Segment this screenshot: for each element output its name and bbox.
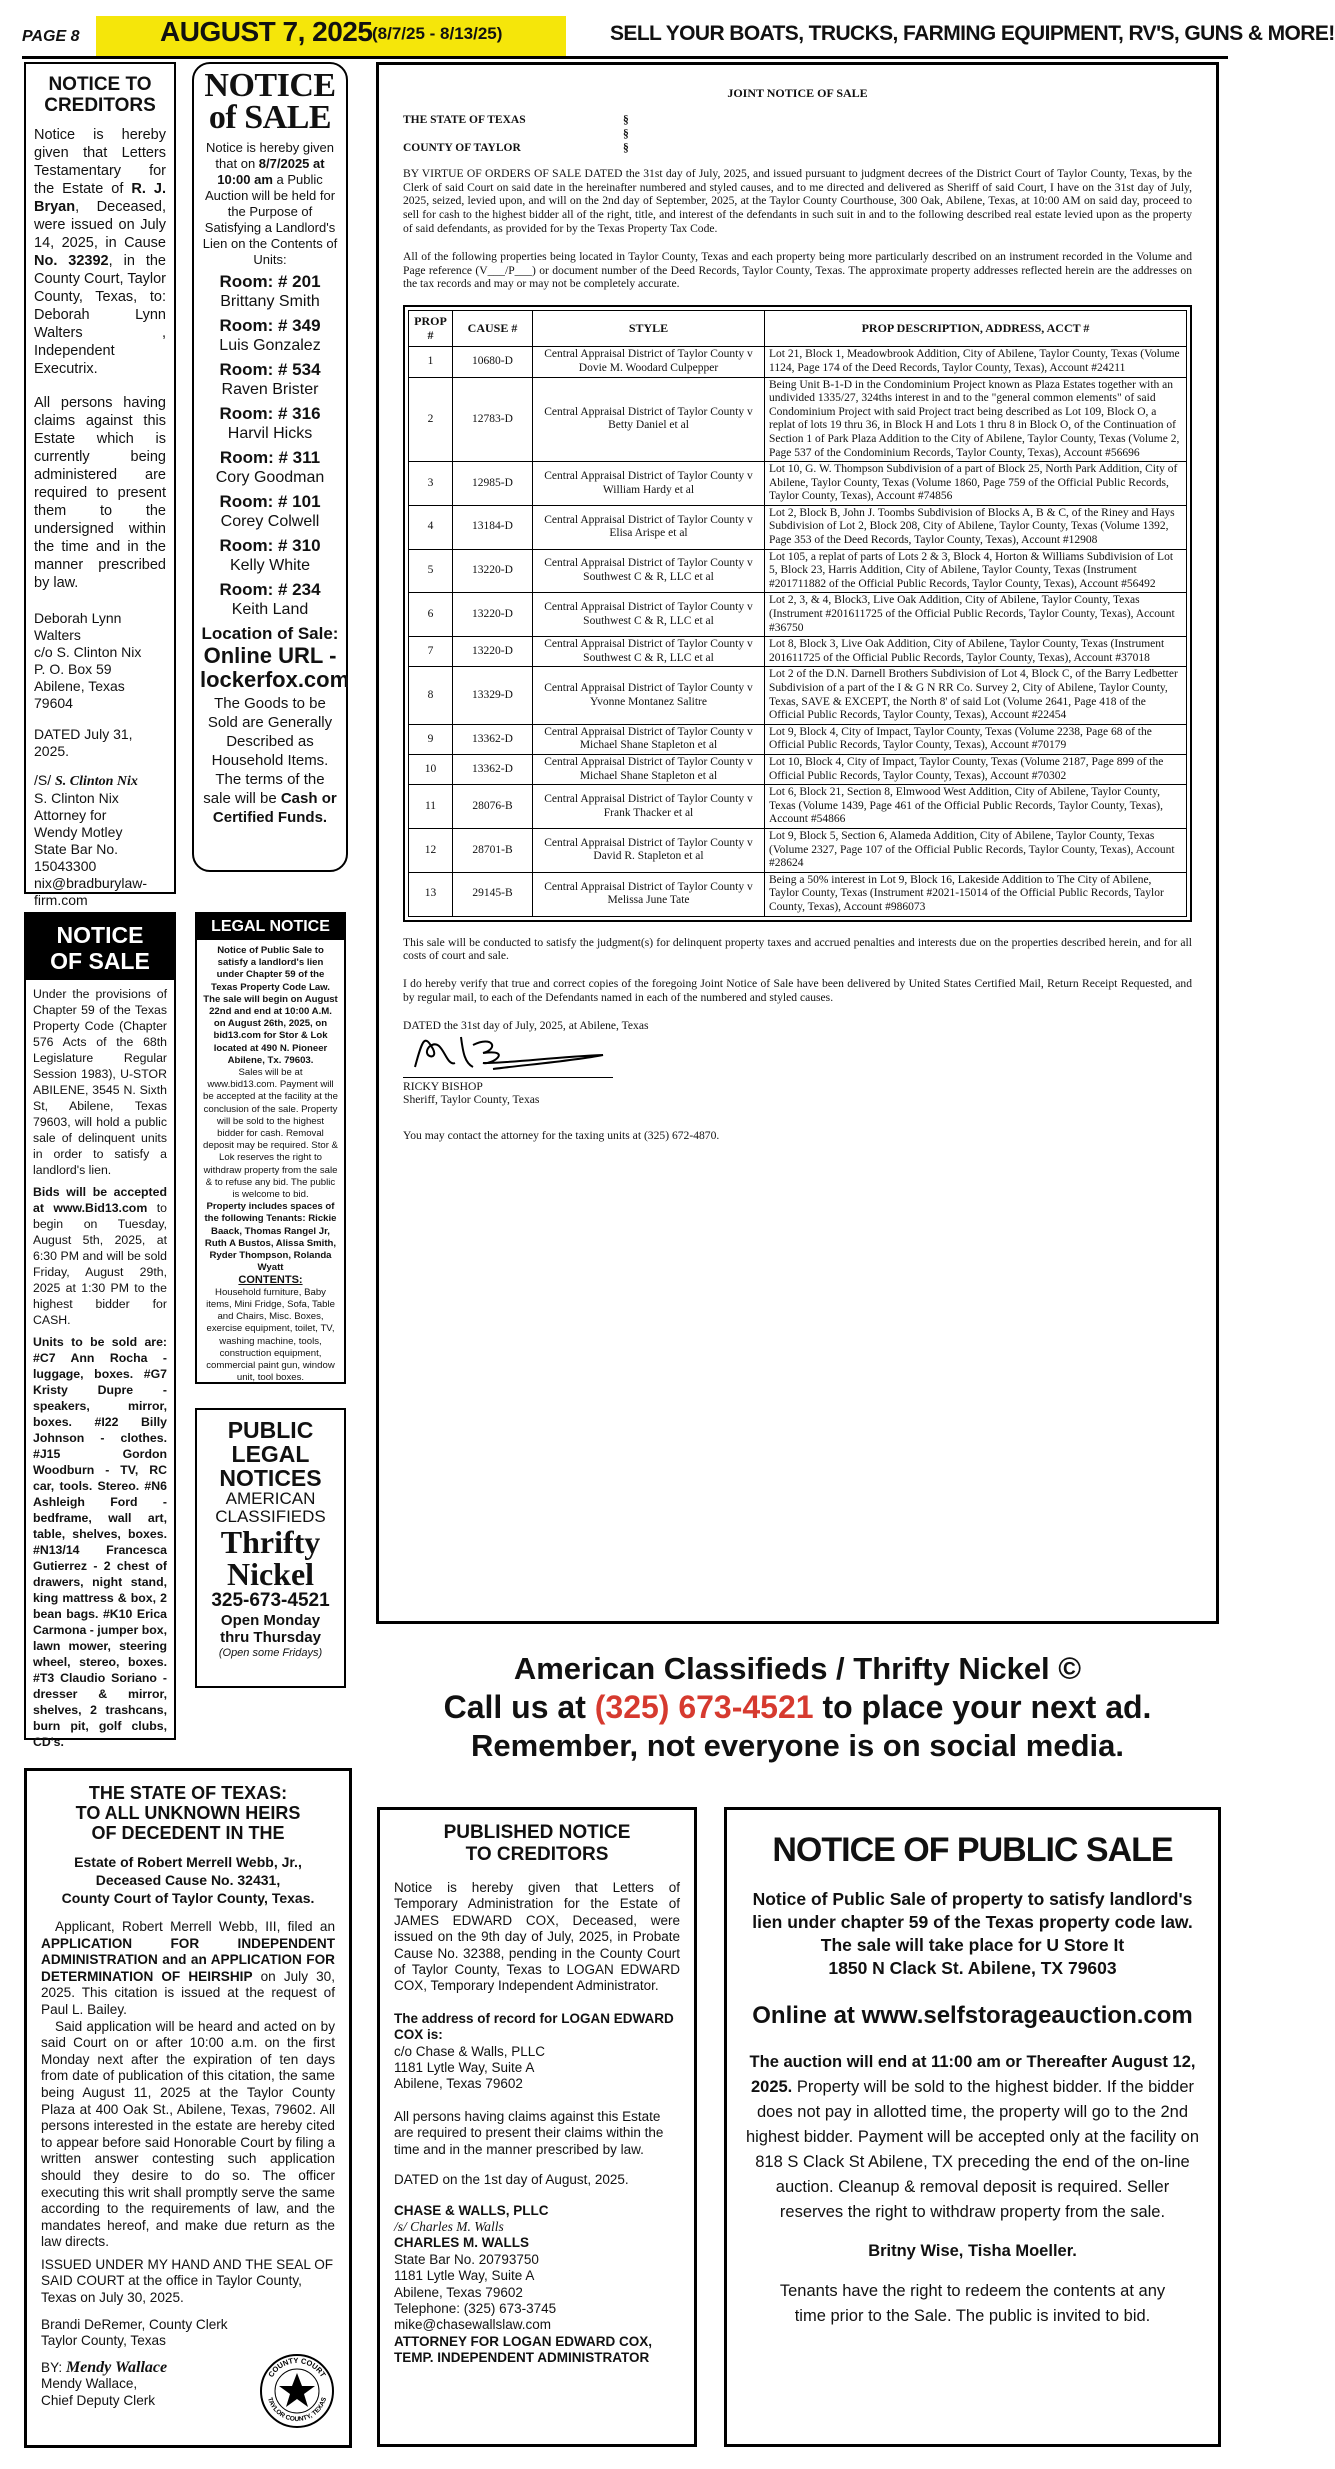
signer-line: Attorney for bbox=[34, 807, 107, 823]
heirs-title bbox=[41, 1783, 335, 1843]
column-header: STYLE bbox=[533, 311, 765, 347]
prop-number: 7 bbox=[409, 637, 453, 667]
prop-number: 1 bbox=[409, 347, 453, 377]
property-table bbox=[408, 310, 1187, 916]
prop-number: 11 bbox=[409, 785, 453, 829]
creditors-text: , Deceased, were issued on July 14, 2025, in Cause bbox=[34, 199, 166, 251]
case-style: Central Appraisal District of Taylor County v Michael Shane Stapleton et al bbox=[533, 754, 765, 784]
ad-logo-line: Nickel bbox=[226, 1556, 315, 1592]
cause-number: 12783-D bbox=[453, 377, 533, 462]
heirs-title-line: THE STATE OF TEXAS: bbox=[88, 1783, 288, 1803]
heirs-title-line: TO ALL UNKNOWN HEIRS bbox=[75, 1803, 301, 1823]
creditors-text: Notice is hereby given that Letters Testamentary for the Estate of bbox=[34, 127, 166, 197]
prop-description: Lot 21, Block 1, Meadowbrook Addition, City of Abilene, Taylor County, Texas (Volume 1124, Page 174 of the Deed Records, Taylor County, Texas), Account #24211 bbox=[765, 347, 1187, 377]
cause-number: 13220-D bbox=[453, 593, 533, 637]
contact-line: 1181 Lytle Way, Suite A bbox=[394, 2268, 535, 2284]
ad-line: NOTICES bbox=[219, 1465, 322, 1491]
address-line: Walters bbox=[34, 627, 81, 643]
lockerfox-url bbox=[200, 643, 350, 692]
published-attorney: CHARLES M. WALLS bbox=[394, 2235, 529, 2251]
legal-contents: Household furniture, Baby items, Mini Fridge, Sofa, Table and Chairs, Misc. Boxes, exercise equipment, toilet, TV, washing machine, tools, construction equipment, commercial paint gun, window unit, tool boxes. bbox=[206, 1286, 335, 1384]
banner-phone: (325) 673-4521 bbox=[594, 1689, 814, 1725]
classifieds-banner bbox=[376, 1650, 1219, 1765]
ustor-title bbox=[26, 914, 174, 980]
signature: S. Clinton Nix bbox=[55, 774, 138, 789]
url-line: lockerfox.com bbox=[200, 667, 350, 692]
ustor-title-line: OF SALE bbox=[50, 948, 150, 974]
room-list bbox=[200, 272, 340, 620]
case-style: Central Appraisal District of Taylor County v Southwest C & R, LLC et al bbox=[533, 593, 765, 637]
heirs-application-type: APPLICATION FOR INDEPENDENT ADMINISTRATION and an APPLICATION FOR DETERMINATION OF HEIRSHIP bbox=[41, 1935, 335, 1984]
seal-top-text: COUNTY COURT bbox=[266, 2355, 328, 2379]
published-address-label: The address of record for LOGAN EDWARD COX is: bbox=[394, 2010, 674, 2043]
public-sale-redeem: Tenants have the right to redeem the contents at any time prior to the Sale. The public is invited to bid. bbox=[779, 2282, 1166, 2325]
table-row bbox=[409, 593, 1187, 637]
sheriff-signature-icon bbox=[403, 1027, 643, 1077]
heirs-clerk bbox=[41, 2317, 335, 2350]
room-number: Room: # 101 bbox=[219, 492, 321, 511]
banner-text: Call us at bbox=[443, 1689, 595, 1725]
caption-county: COUNTY OF TAYLOR bbox=[403, 141, 521, 154]
sheriff-name: RICKY BISHOP bbox=[403, 1077, 613, 1094]
creditors-address bbox=[34, 610, 166, 712]
ustor-bids-url: Bids will be accepted at www.Bid13.com bbox=[33, 1185, 167, 1215]
terms-text: The terms of the sale will be bbox=[203, 771, 325, 807]
room-number: Room: # 201 bbox=[219, 272, 321, 291]
table-row bbox=[409, 347, 1187, 377]
banner-line2 bbox=[376, 1687, 1219, 1727]
address-line: Abilene, Texas 79604 bbox=[34, 678, 125, 711]
lockerfox-goods: The Goods to be Sold are Generally Described as Household Items. bbox=[207, 695, 333, 769]
tenant-name: Keith Land bbox=[231, 601, 309, 618]
public-sale-online: Online at www.selfstorageauction.com bbox=[752, 2002, 1193, 2029]
joint-judgment: This sale will be conducted to satisfy the judgment(s) for delinquent property taxes and accrued penalties and interests due on the properties described herein, and for all costs of court and sale. bbox=[403, 935, 1192, 963]
ad-american bbox=[201, 1490, 340, 1526]
prop-description: Lot 2, Block B, John J. Toombs Subdivision of Blocks A, B & C, of the Riney and Hays Subdivision of Lot 2, Block 208, City of Abilene, Taylor County, Texas (Volume 1392, Page 353 of the Deed Records, Taylor County, Texas), Account #12908 bbox=[765, 505, 1187, 549]
case-style: Central Appraisal District of Taylor County v Southwest C & R, LLC et al bbox=[533, 637, 765, 667]
joint-dated: DATED the 31st day of July, 2025, at Abilene, Texas bbox=[403, 1018, 649, 1032]
case-style: Central Appraisal District of Taylor County v Michael Shane Stapleton et al bbox=[533, 724, 765, 754]
auction-end: The auction will end at 11:00 am or Thereafter August 12, 2025. bbox=[749, 2053, 1196, 2096]
prop-number: 2 bbox=[409, 377, 453, 462]
creditors-dated: DATED July 31, 2025. bbox=[34, 726, 133, 759]
ad-hours-note: (Open some Fridays) bbox=[218, 1647, 323, 1659]
joint-title: JOINT NOTICE OF SALE bbox=[727, 86, 868, 100]
lockerfox-terms bbox=[200, 770, 340, 827]
prop-number: 8 bbox=[409, 667, 453, 724]
cause-number: No. 32392 bbox=[34, 253, 109, 269]
by-label: BY: bbox=[41, 2359, 63, 2375]
table-row bbox=[409, 637, 1187, 667]
prop-description: Lot 9, Block 5, Section 6, Alameda Addition, City of Abilene, Taylor County, Texas (Volume 2327, Page 107 of the Official Public Records, Taylor County, Texas), Account #28624 bbox=[765, 828, 1187, 872]
ad-line: AMERICAN bbox=[225, 1489, 316, 1508]
section-mark: § bbox=[623, 127, 629, 140]
joint-contact: You may contact the attorney for the taxing units at (325) 672-4870. bbox=[403, 1129, 720, 1143]
joint-notice-of-sale bbox=[376, 62, 1219, 1624]
table-row bbox=[409, 667, 1187, 724]
heirs-hearing: Said application will be heard and acted on by said Court on or after 10:00 a.m. on the first Monday next after the expiration of ten days from date of publication of this citation, the same being August 11, 2025 at the Taylor County Plaza at 400 Oak St., Abilene, Texas, 79602. All persons interested in the estate are hereby cited to appear before said Honorable Court by filing a written answer contesting such application should they desire to do so. The officer executing this writ shall promptly serve the same according to the requirements of law, and the mandates hereof, and make due return as the law directs. bbox=[41, 2018, 335, 2250]
sheriff-title: Sheriff, Taylor County, Texas bbox=[403, 1093, 540, 1107]
deputy-line: Chief Deputy Clerk bbox=[41, 2393, 156, 2409]
published-title bbox=[394, 1822, 680, 1866]
address-line: c/o Chase & Walls, PLLC bbox=[394, 2043, 546, 2059]
prop-description: Lot 10, Block 4, City of Impact, Taylor County, Texas (Volume 2187, Page 899 of the Official Public Records, Taylor County, Texas), Account #70302 bbox=[765, 754, 1187, 784]
tenant-name: Harvil Hicks bbox=[227, 425, 313, 442]
heirs-title-line: OF DECEDENT IN THE bbox=[91, 1823, 285, 1843]
legal-p2: Sales will be at www.bid13.com. Payment will be accepted at the facility at the conclusion of the sale. Property will be sold to the highest bidder for cash. Removal deposit may be required. Stor & Lok reserves the right to withdraw property from the sale & to refuse any bid. The public is welcome to bid. bbox=[203, 1067, 338, 1201]
heirs-estate-line: Deceased Cause No. 32431, bbox=[95, 1872, 281, 1888]
joint-properties-intro: All of the following properties being located in Taylor County, Texas and each property being more particularly described on an instrument recorded in the Volume and Page reference (V___/P___) or document number of the Deed Records, Taylor County, Texas. The approximate property addresses reflected herein are the addresses on the tax records and may or may not be completely accurate. bbox=[403, 249, 1192, 291]
notice-to-creditors bbox=[24, 62, 176, 908]
notice-of-sale-lockerfox bbox=[192, 62, 348, 872]
creditors-claims: All persons having claims against this Estate which is currently being administered are required to present them to the undersigned within the time and in the manner prescribed by law. bbox=[34, 395, 166, 591]
heirs-estate bbox=[41, 1853, 335, 1907]
creditors-title: NOTICE TO CREDITORS bbox=[44, 74, 156, 116]
public-sale-address: 1850 N Clack St. Abilene, TX 79603 bbox=[828, 1958, 1117, 1978]
table-row bbox=[409, 377, 1187, 462]
legal-title: LEGAL NOTICE bbox=[197, 914, 344, 940]
url-line: Online URL - bbox=[203, 643, 337, 668]
prop-description: Lot 2, 3, & 4, Block3, Live Oak Addition, City of Abilene, Taylor County, Texas (Instrument #201611725 of the Official Public Records, Taylor County, Texas), Account #36750 bbox=[765, 593, 1187, 637]
address-line: c/o S. Clinton Nix bbox=[34, 644, 142, 660]
published-signature: /s/ Charles M. Walls bbox=[394, 2218, 504, 2234]
address-line: Abilene, Texas 79602 bbox=[394, 2076, 523, 2092]
tenant-name: Kelly White bbox=[229, 557, 311, 574]
ustor-units: Units to be sold are: #C7 Ann Rocha - luggage, boxes. #G7 Kristy Dupre - speakers, mirror, boxes. #I22 Billy Johnson - clothes. #J15 Gordon Woodburn - TV, RC car, tools. Stereo. #N6 Ashleigh Ford - bedframe, wall art, table, shelves, boxes. #N13/14 Francesca Gutierrez - 2 chest of drawers, night stand, king mattress & box, 2 bean bags. #K10 Erica Carmona - jumper box, lawn mower, steering wheel, stereo, boxes. #T3 Claudio Soriano - dresser & mirror, shelves, 2 trashcans, burn pit, golf clubs, CD's. bbox=[33, 1335, 167, 1749]
joint-orders: BY VIRTUE OF ORDERS OF SALE DATED the 31st day of July, 2025, and issued pursuant to judgment decrees of the District Court of Taylor County, Texas, by the Clerk of said Court on said date in the hereinafter numbered and styled causes, and to me directed and delivered as Sheriff of said Court, I have on the 31st day of July, 2025, seized, levied upon, and will on the 2nd day of September, 2025, at the Taylor County Courthouse, 300 Oak, Abilene, Texas, at 10:00 AM on said day, proceed to sell for cash to the highest bidder all of the right, title, and interest of the defendants in such suit in and to the following described real estate levied upon as the property of said defendants, as provided for by the Texas Property Tax Code. bbox=[403, 166, 1192, 235]
footer-line: ATTORNEY FOR LOGAN EDWARD COX, bbox=[394, 2333, 653, 2349]
deputy-signature: Mendy Wallace bbox=[65, 2358, 168, 2376]
cause-number: 13362-D bbox=[453, 754, 533, 784]
legal-p1: Notice of Public Sale to satisfy a landlord's lien under Chapter 59 of the Texas Property Code Law. The sale will begin on August 22nd and end at 10:00 A.M. on August 26th, 2025, on bid13.com for Stor & Lok located at 490 N. Pioneer Abilene, Tx. 79603. bbox=[203, 945, 338, 1066]
signer-line: firm.com bbox=[34, 892, 88, 908]
table-row bbox=[409, 724, 1187, 754]
signer-line: S. Clinton Nix bbox=[34, 790, 119, 806]
ad-hours bbox=[201, 1612, 340, 1646]
banner-text: to place your next ad. bbox=[813, 1689, 1152, 1725]
case-style: Central Appraisal District of Taylor County v Yvonne Montanez Salitre bbox=[533, 667, 765, 724]
table-row bbox=[409, 462, 1187, 506]
creditors-body bbox=[34, 126, 166, 378]
column-header: PROP DESCRIPTION, ADDRESS, ACCT # bbox=[765, 311, 1187, 347]
table-body bbox=[409, 347, 1187, 916]
case-style: Central Appraisal District of Taylor County v Dovie M. Woodard Culpepper bbox=[533, 347, 765, 377]
tenant-name: Cory Goodman bbox=[215, 469, 325, 486]
ad-hours-line: Open Monday bbox=[220, 1612, 321, 1629]
prop-description: Being a 50% interest in Lot 9, Block 16, Lakeside Addition to The City of Abilene, Taylor County, Texas (Instrument #2021-15014 of the Official Public Records, Taylor County, Texas), Account #986073 bbox=[765, 872, 1187, 916]
page-number: PAGE 8 bbox=[22, 28, 80, 45]
case-style: Central Appraisal District of Taylor County v Melissa June Tate bbox=[533, 872, 765, 916]
heirs-issued: ISSUED UNDER MY HAND AND THE SEAL OF SAID COURT at the office in Taylor County, Texas on July 30, 2025. bbox=[41, 2256, 334, 2306]
column-header: CAUSE # bbox=[453, 311, 533, 347]
decedent-name: R. J. Bryan bbox=[34, 181, 166, 215]
creditors-text: , in the County Court, Taylor County, Texas, to: Deborah Lynn Walters , Independent Executrix. bbox=[34, 253, 166, 377]
room-number: Room: # 534 bbox=[219, 360, 321, 379]
ad-line: LEGAL bbox=[231, 1441, 310, 1467]
deputy-line: Mendy Wallace, bbox=[41, 2376, 138, 2392]
seal-bottom-text: TAYLOR COUNTY, TEXAS bbox=[265, 2396, 329, 2424]
ustor-bids bbox=[33, 1184, 167, 1328]
prop-description: Lot 10, G. W. Thompson Subdivision of a part of Block 25, North Park Addition, City of Abilene, Taylor County, Texas (Volume 1860, Page 759 of the Official Public Records, Taylor County, Texas), Account #74856 bbox=[765, 462, 1187, 506]
prop-description: Lot 6, Block 21, Section 8, Elmwood West Addition, City of Abilene, Taylor County, Texas (Volume 1439, Page 461 of the Official Public Records, Taylor County, Texas), Account #54866 bbox=[765, 785, 1187, 829]
clerk-line: Taylor County, Texas bbox=[41, 2333, 166, 2349]
header-tagline: SELL YOUR BOATS, TRUCKS, FARMING EQUIPMENT, RV'S, GUNS & MORE! bbox=[610, 22, 1335, 45]
legal-notice-storlok bbox=[195, 912, 346, 1384]
issue-range: (8/7/25 - 8/13/25) bbox=[372, 24, 503, 43]
heirs-text: Applicant, Robert Merrell Webb, III, filed an bbox=[55, 1919, 335, 1934]
case-style: Central Appraisal District of Taylor County v Southwest C & R, LLC et al bbox=[533, 549, 765, 593]
ad-public-legal bbox=[201, 1418, 340, 1490]
prop-description: Lot 9, Block 4, City of Impact, Taylor County, Texas (Volume 2238, Page 68 of the Official Public Records, Taylor County, Texas), Account #70179 bbox=[765, 724, 1187, 754]
table-row bbox=[409, 549, 1187, 593]
table-row bbox=[409, 785, 1187, 829]
contact-line: Abilene, Texas 79602 bbox=[394, 2284, 523, 2300]
room-number: Room: # 316 bbox=[219, 404, 321, 423]
location-label: Location of Sale: bbox=[201, 624, 339, 643]
public-sale-subtitle: Notice of Public Sale of property to satisfy landlord's lien under chapter 59 of the Texas property code law. The sale will take place for U Store It bbox=[752, 1889, 1193, 1955]
heirs-estate-line: Estate of Robert Merrell Webb, Jr., bbox=[74, 1854, 302, 1870]
published-title-line: PUBLISHED NOTICE bbox=[443, 1822, 631, 1843]
sig-prefix: /S/ bbox=[34, 772, 52, 788]
prop-description: Being Unit B-1-D in the Condominium Project known as Plaza Estates together with an undivided 1335/27, 324ths interest in and to the "general common elements" of said Condominium Project with said Project tract being described as Lot 109, Block O, a replat of lots 19 thru 36, in Block H and Lots 1 thru 8 in Block O, of the Continuation of Section 1 of Park Plaza Addition to the City of Abilene, Taylor County, Texas (Volume 2, Page 537 of the Condominium Records, Taylor County, Texas), Account #56696 bbox=[765, 377, 1187, 462]
cause-number: 13220-D bbox=[453, 549, 533, 593]
published-address bbox=[394, 2044, 680, 2093]
prop-description: Lot 2 of the D.N. Darnell Brothers Subdivision of Lot 4, Block C, of the Barry Ledbetter Subdivision of a part of the I & G N RR Co. Survey 2, City of Abilene, Taylor County, Texas, SAVE & EXCEPT, the North 8' of said Lot (Volume 2641, Page 418 of the Official Public Records, Taylor County, Texas), Account #22454 bbox=[765, 667, 1187, 724]
lockerfox-date: 8/7/2025 at 10:00 am bbox=[217, 156, 325, 187]
published-notice-creditors bbox=[377, 1807, 697, 2447]
address-line: P. O. Box 59 bbox=[34, 661, 112, 677]
prop-description: Lot 105, a replat of parts of Lots 2 & 3, Block 4, Horton & Williams Subdivision of Lot 5, Block 23, Harris Addition, City of Abilene, Taylor County, Texas (Instrument #201711882 of the Official Public Records, Taylor County, Texas), Account #56492 bbox=[765, 549, 1187, 593]
room-number: Room: # 310 bbox=[219, 536, 321, 555]
cause-number: 13184-D bbox=[453, 505, 533, 549]
prop-number: 6 bbox=[409, 593, 453, 637]
section-mark: § bbox=[623, 113, 629, 126]
published-body: Notice is hereby given that Letters of Temporary Administration for the Estate of JAMES EDWARD COX, Deceased, were issued on the 9th day of July, 2025, in Probate Cause No. 32388, pending in the County Court of Taylor County, Texas to LOGAN EDWARD COX, Temporary Independent Administrator. bbox=[394, 1880, 680, 1994]
prop-number: 5 bbox=[409, 549, 453, 593]
table-header-row bbox=[409, 311, 1187, 347]
heirs-text: on July 30, 2025. This citation is issued at the request of Paul L. Bailey. bbox=[41, 1968, 335, 2017]
notice-of-sale-ustor bbox=[24, 912, 176, 1749]
cause-number: 29145-B bbox=[453, 872, 533, 916]
published-dated: DATED on the 1st day of August, 2025. bbox=[394, 2172, 629, 2188]
case-style: Central Appraisal District of Taylor County v Elisa Arispe et al bbox=[533, 505, 765, 549]
property-table-frame bbox=[403, 305, 1192, 921]
published-title-line: TO CREDITORS bbox=[465, 1844, 609, 1865]
creditors-signature bbox=[34, 772, 166, 790]
tenant-name: Raven Brister bbox=[221, 381, 319, 398]
lockerfox-text: Notice is hereby given that on bbox=[206, 140, 334, 171]
creditors-signer bbox=[34, 790, 166, 909]
clerk-line: Brandi DeRemer, County Clerk bbox=[41, 2316, 228, 2332]
address-line: Deborah Lynn bbox=[34, 610, 122, 626]
contents-label: CONTENTS: bbox=[238, 1274, 303, 1287]
ad-logo-line: Thrifty bbox=[220, 1524, 321, 1560]
cause-number: 28701-B bbox=[453, 828, 533, 872]
caption-state: THE STATE OF TEXAS bbox=[403, 113, 526, 126]
public-sale-terms bbox=[745, 2050, 1200, 2225]
lockerfox-title bbox=[200, 67, 340, 136]
prop-number: 9 bbox=[409, 724, 453, 754]
case-style: Central Appraisal District of Taylor County v Betty Daniel et al bbox=[533, 377, 765, 462]
signer-line: State Bar No. bbox=[34, 841, 119, 857]
cause-number: 10680-D bbox=[453, 347, 533, 377]
room-number: Room: # 311 bbox=[219, 448, 321, 467]
case-style: Central Appraisal District of Taylor County v Frank Thacker et al bbox=[533, 785, 765, 829]
lockerfox-title-line: NOTICE bbox=[204, 67, 336, 104]
ad-phone: 325-673-4521 bbox=[211, 1590, 330, 1611]
published-firm: CHASE & WALLS, PLLC bbox=[394, 2202, 549, 2218]
ad-hours-line: thru Thursday bbox=[220, 1629, 321, 1646]
ustor-title-line: NOTICE bbox=[56, 922, 144, 948]
table-row bbox=[409, 505, 1187, 549]
lockerfox-text: a Public Auction will be held for the Purpose of Satisfying a Landlord's Lien on the Contents of Units: bbox=[202, 172, 338, 267]
contact-line: Telephone: (325) 673-3745 bbox=[394, 2300, 557, 2316]
ad-line: CLASSIFIEDS bbox=[215, 1507, 326, 1526]
prop-number: 13 bbox=[409, 872, 453, 916]
notice-of-public-sale bbox=[724, 1807, 1221, 2447]
room-number: Room: # 349 bbox=[219, 316, 321, 335]
banner-line3: Remember, not everyone is on social media. bbox=[471, 1728, 1124, 1763]
ustor-bids-text: to begin on Tuesday, August 5th, 2025, at 6:30 PM and will be sold Friday, August 29th, 2025 at 1:30 PM to the highest bidder for CASH. bbox=[33, 1201, 167, 1327]
tenant-name: Luis Gonzalez bbox=[219, 337, 321, 354]
signer-line: nix@bradburylaw- bbox=[34, 875, 148, 891]
ustor-provisions: Under the provisions of Chapter 59 of the Texas Property Code (Chapter 576 Acts of the 68th Legislature Regular Session 1983), U-STOR ABILENE, 3545 N. Sixth St, Abilene, Texas 79603, will hold a public sale of delinquent units in order to satisfy a landlord's lien. bbox=[33, 987, 167, 1177]
thrifty-nickel-ad bbox=[195, 1408, 346, 1688]
public-sale-names: Britny Wise, Tisha Moeller. bbox=[868, 2242, 1077, 2260]
prop-number: 12 bbox=[409, 828, 453, 872]
lockerfox-title-line: of SALE bbox=[208, 99, 332, 136]
ad-logo bbox=[201, 1526, 340, 1590]
heirs-estate-line: County Court of Taylor County, Texas. bbox=[61, 1890, 315, 1906]
case-style: Central Appraisal District of Taylor County v David R. Stapleton et al bbox=[533, 828, 765, 872]
cause-number: 13220-D bbox=[453, 637, 533, 667]
cause-number: 13362-D bbox=[453, 724, 533, 754]
unknown-heirs-notice bbox=[24, 1768, 352, 2448]
table-row bbox=[409, 754, 1187, 784]
signer-line: 15043300 bbox=[34, 858, 97, 874]
joint-verify: I do hereby verify that true and correct copies of the foregoing Joint Notice of Sale have been delivered by United States Certified Mail, Return Receipt Requested, and by regular mail, to each of the Defendants named in each of the numbered and styled causes. bbox=[403, 977, 1192, 1004]
prop-number: 4 bbox=[409, 505, 453, 549]
header-rule bbox=[22, 56, 1228, 59]
table-row bbox=[409, 828, 1187, 872]
section-mark: § bbox=[623, 141, 629, 154]
signer-line: Wendy Motley bbox=[34, 824, 123, 840]
cause-number: 13329-D bbox=[453, 667, 533, 724]
prop-description: Lot 8, Block 3, Live Oak Addition, City of Abilene, Taylor County, Texas (Instrument 201611725 of the Official Public Records, Taylor County, Texas), Account #37018 bbox=[765, 637, 1187, 667]
published-claims: All persons having claims against this Estate are required to present their claims within the time and in the manner prescribed by law. bbox=[394, 2108, 664, 2157]
contact-line: State Bar No. 20793750 bbox=[394, 2251, 539, 2267]
prop-number: 3 bbox=[409, 462, 453, 506]
footer-line: TEMP. INDEPENDENT ADMINISTRATOR bbox=[394, 2350, 650, 2366]
banner-line1: American Classifieds / Thrifty Nickel © bbox=[513, 1651, 1082, 1686]
cause-number: 12985-D bbox=[453, 462, 533, 506]
contact-line: mike@chasewallslaw.com bbox=[394, 2317, 552, 2333]
legal-tenants: Property includes spaces of the following Tenants: Rickie Baack, Thomas Rangel Jr, Ruth A Bustos, Alissa Smith, Ryder Thompson, Rolanda Wyatt bbox=[204, 1201, 337, 1274]
joint-caption bbox=[403, 113, 1192, 155]
prop-number: 10 bbox=[409, 754, 453, 784]
public-sale-title: NOTICE OF PUBLIC SALE bbox=[772, 1831, 1173, 1869]
ad-line: PUBLIC bbox=[227, 1417, 314, 1443]
room-number: Room: # 234 bbox=[219, 580, 321, 599]
heirs-application bbox=[41, 1919, 335, 2019]
lockerfox-intro bbox=[200, 140, 340, 268]
address-line: 1181 Lytle Way, Suite A bbox=[394, 2060, 535, 2076]
county-court-seal-icon bbox=[259, 2353, 335, 2429]
case-style: Central Appraisal District of Taylor County v William Hardy et al bbox=[533, 462, 765, 506]
published-contact bbox=[394, 2252, 680, 2334]
terms-bold: Cash or Certified Funds. bbox=[212, 790, 337, 826]
cause-number: 28076-B bbox=[453, 785, 533, 829]
tenant-name: Corey Colwell bbox=[220, 513, 320, 530]
issue-date: AUGUST 7, 2025 bbox=[160, 16, 373, 47]
column-header: PROP # bbox=[409, 311, 453, 347]
public-sale-text: Property will be sold to the highest bidder. If the bidder does not pay in allotted time, the property will go to the 2nd highest bidder. Payment will be accepted only at the facility on 818 S Clack St Abilene, TX preceding the end of the on-line auction. Cleanup & removal deposit is required. Seller reserves the right to withdraw property from the sale. bbox=[745, 2078, 1200, 2221]
tenant-name: Brittany Smith bbox=[220, 293, 320, 310]
published-footer bbox=[394, 2334, 680, 2367]
table-row bbox=[409, 872, 1187, 916]
